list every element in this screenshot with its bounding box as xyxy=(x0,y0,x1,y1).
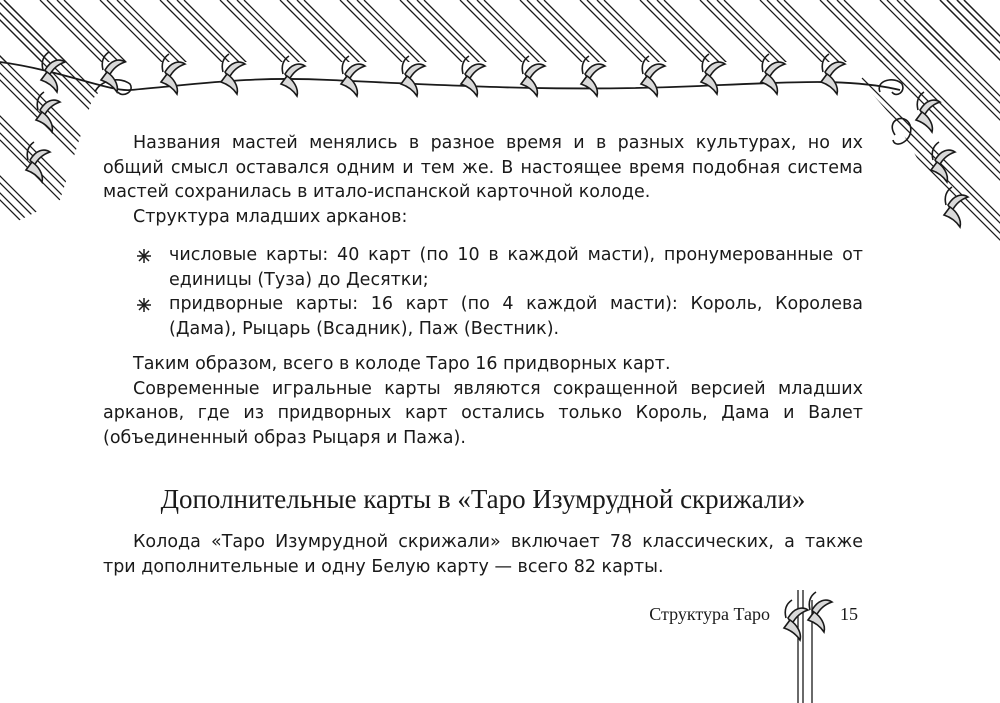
paragraph-suits: Названия мастей менялись в разное время и в разных культурах, но их общий смысл оставался одним и тем же. В настоящее время подобная система мастей сохранилась в итало-испанской карточной колоде. xyxy=(103,133,863,203)
bullet-list-block xyxy=(103,243,863,342)
asterisk-star-icon xyxy=(137,298,151,312)
list-item-text: числовые карты: 40 карт (по 10 в каждой масти), пронумерованные от единицы (Туза) до Десятки; xyxy=(169,245,863,290)
paragraph-playing-cards: Современные игральные карты являются сокращенной версией младших арканов, где из придворных карт остались только Король, Дама и Валет (объединенный образ Рыцаря и Пажа). xyxy=(103,378,863,449)
running-title: Структура Таро xyxy=(649,604,770,624)
section-text xyxy=(103,530,863,579)
paragraph-deck-description: Колода «Таро Изумрудной скрижали» включает 78 классических, а также три дополнительные и одну Белую карту — всего 82 карты. xyxy=(103,532,863,577)
conclusion-text xyxy=(103,352,863,451)
minor-arcana-structure-list xyxy=(103,243,863,342)
list-item xyxy=(103,243,863,292)
paragraph-court-total: Таким образом, всего в колоде Таро 16 придворных карт. xyxy=(133,354,671,374)
page-number: 15 xyxy=(840,604,858,624)
list-item-text: придворные карты: 16 карт (по 4 каждой масти): Король, Королева (Дама), Рыцарь (Всадник), Паж (Вестник). xyxy=(169,294,863,340)
main-text xyxy=(103,131,863,230)
list-item xyxy=(103,292,863,341)
section-heading: Дополнительные карты в «Таро Изумрудной скрижали» xyxy=(160,484,806,514)
asterisk-star-icon xyxy=(137,249,151,263)
paragraph-structure-lead: Структура младших арканов: xyxy=(133,207,408,228)
